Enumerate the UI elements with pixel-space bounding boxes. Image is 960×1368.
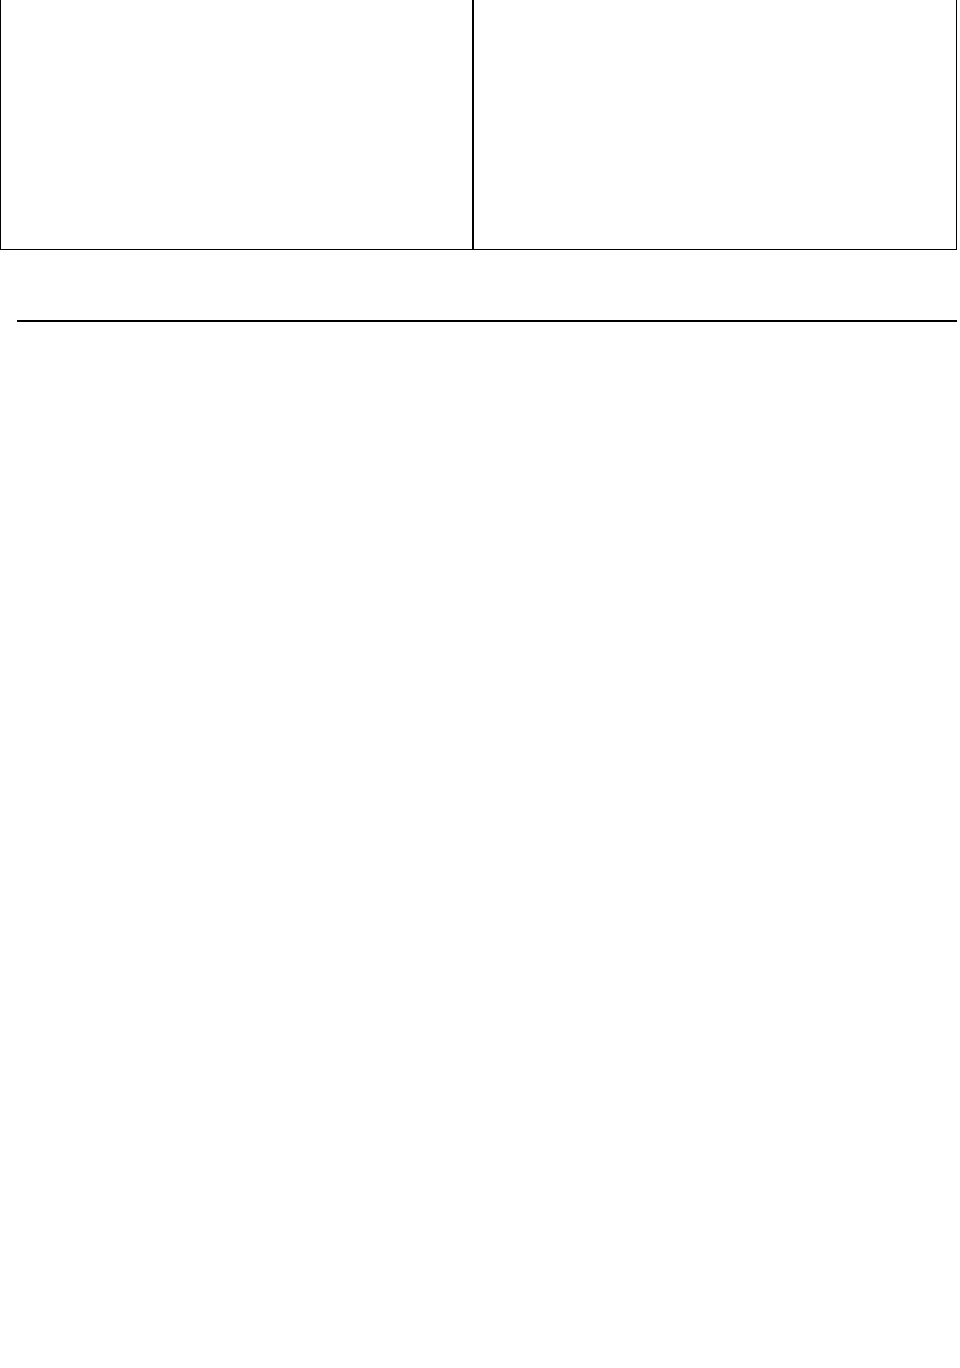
table-header-rule (17, 320, 957, 322)
top-table-column-divider (472, 0, 474, 250)
top-table-cell-frame (0, 0, 957, 250)
